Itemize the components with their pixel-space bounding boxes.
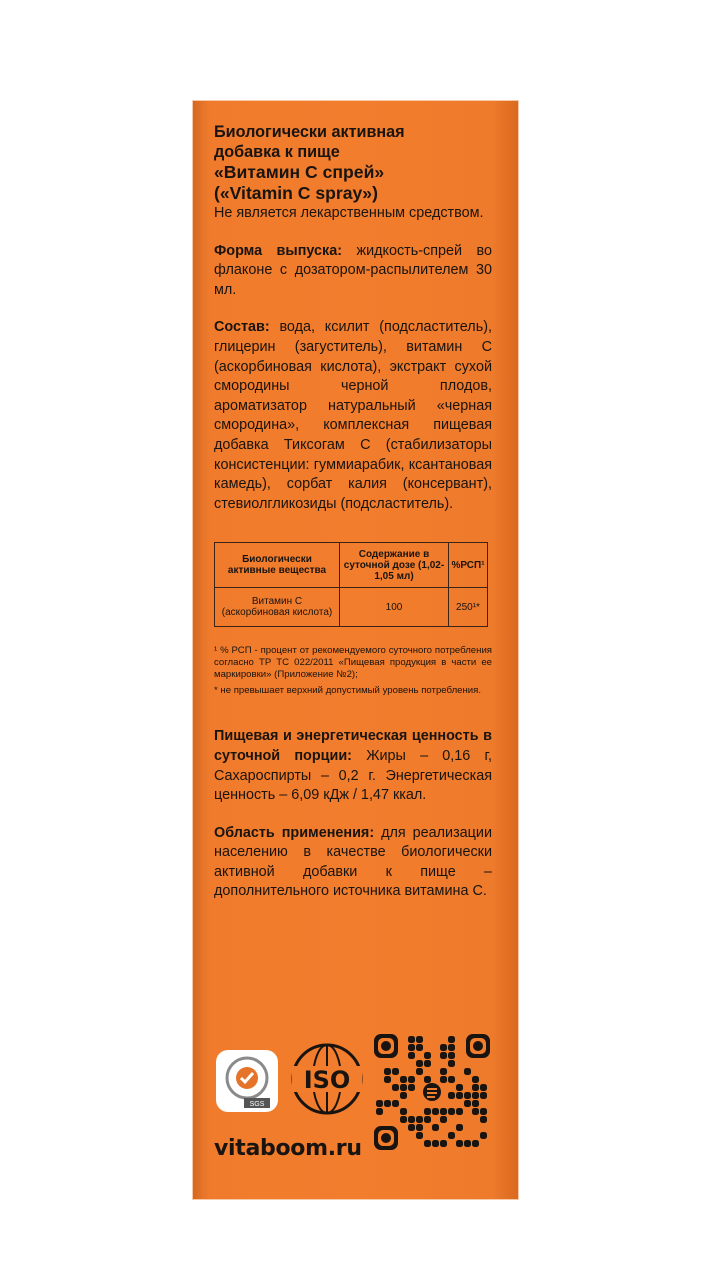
table-cell-amount: 100 [340, 588, 449, 627]
nutrition-paragraph [214, 727, 492, 805]
footnote-upper-limit: * не превышает верхний допустимый уровень потребления. [214, 685, 482, 697]
title-line-2: добавка к пище [214, 143, 340, 161]
composition-paragraph [214, 318, 492, 514]
form-paragraph [214, 242, 492, 301]
table-header-content: Содержание в суточной дозе (1,02-1,05 мл) [340, 543, 449, 588]
sgs-label: SGS [249, 1101, 265, 1108]
iso-globe-icon [288, 1042, 366, 1116]
website-url: vitaboom.ru [214, 1136, 362, 1161]
composition-text: вода, ксилит (подсластитель), глицерин (загуститель), витамин С (аскорбиновая кислота), экстракт сухой смородины черной плодов, ароматизатор натуральный «черная смородина», комплексная пищевая добавка Тиксогам С (стабилизаторы консистенции: гуммиарабик, ксантановая камедь), сорбат калия (консервант), стевиолгликозиды (подсластитель). [214, 319, 492, 512]
table-cell-rsp: 250¹* [449, 588, 488, 627]
table-row [215, 588, 488, 627]
usage-label: Область применения: [214, 824, 375, 841]
table-header-substance: Биологически активные вещества [215, 543, 340, 588]
usage-text: для реализации населению в качестве биологически активной добавки к пище – дополнительного источника витамина С. [214, 824, 493, 900]
title-line-1: Биологически активная [214, 123, 405, 141]
form-label: Форма выпуска: [214, 242, 343, 259]
sgs-certification-icon [214, 1048, 280, 1114]
usage-paragraph [214, 824, 492, 902]
composition-label: Состав: [214, 319, 270, 336]
nutrient-table [214, 542, 488, 627]
nutrition-label: Пищевая и энергетическая ценность в суточной порции: [214, 728, 492, 764]
table-header-rsp: %РСП¹ [449, 543, 488, 588]
table-header-row [215, 543, 488, 588]
not-medicine-text: Не является лекарственным средством. [214, 205, 484, 221]
label-content [214, 122, 492, 902]
form-text: жидкость-спрей во флаконе с дозатором-распылителем 30 мл. [214, 242, 492, 298]
title-line-4: («Vitamin C spray») [214, 183, 378, 203]
footnote-rsp: ¹ % РСП - процент от рекомендуемого суточного потребления согласно ТР ТС 022/2011 «Пищевая продукция в части ее маркировки» (Приложение №2); [214, 645, 492, 681]
qr-code-icon [372, 1032, 492, 1152]
title-line-3: «Витамин С спрей» [214, 162, 385, 182]
nutrition-text: Жиры – 0,16 г, Сахароспирты – 0,2 г. Энергетическая ценность – 6,09 кДж / 1,47 ккал. [214, 747, 493, 804]
iso-label: ISO [303, 1066, 351, 1094]
logos-row [214, 1040, 492, 1120]
table-cell-substance: Витамин С (аскорбиновая кислота) [215, 588, 340, 627]
